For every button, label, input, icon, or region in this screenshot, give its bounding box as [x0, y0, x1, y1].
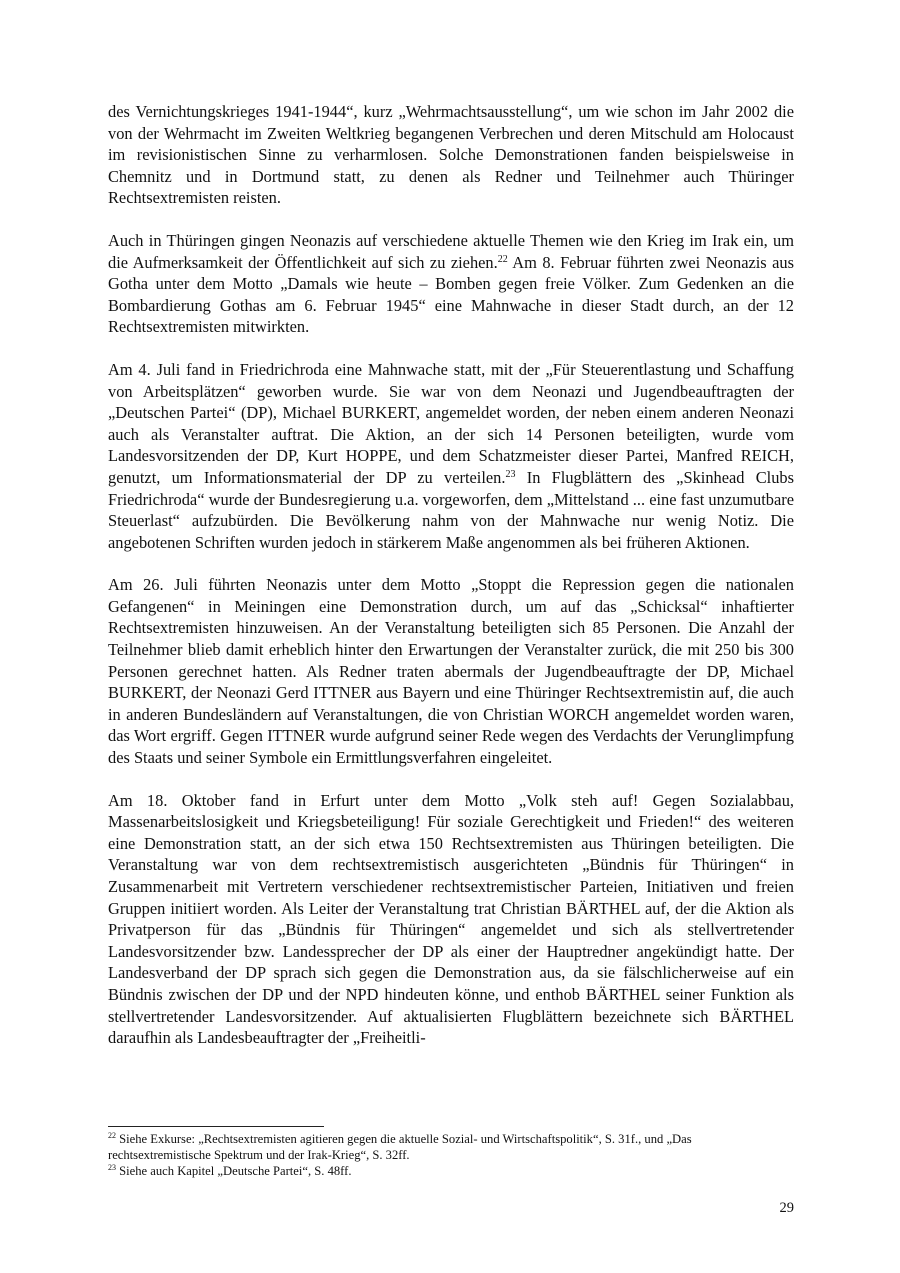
footnote-23 — [108, 1163, 794, 1179]
footnote-number: 22 — [108, 1131, 116, 1140]
footnote-number: 23 — [108, 1163, 116, 1173]
paragraph-3 — [108, 359, 794, 553]
body-text — [108, 101, 794, 1070]
footnote-separator — [108, 1126, 324, 1127]
paragraph-4 — [108, 574, 794, 768]
footnotes — [108, 1131, 794, 1180]
paragraph-text: In Flugblättern des „Skinhead Clubs Friedrichroda“ wurde der Bundesregierung u.a. vorgeworfen, dem „Mittelstand ... eine fast unzumutbare Steuerlast“ aufzubürden. Die Bevölkerung nahm von der Mahnwache nur wenig Notiz. Die angebotenen Schriften wurden jedoch in stärkerem Maße angenommen als bei früheren Aktionen. — [108, 467, 794, 552]
footnote-22 — [108, 1131, 794, 1163]
paragraph-text: Am 26. Juli führten Neonazis unter dem Motto „Stoppt die Repression gegen die nationalen Gefangenen“ in Meiningen eine Demonstration durch, um auf das „Schicksal“ inhaftierter Rechtsextremisten hinzuweisen. An der Veranstaltung beteiligten sich 85 Personen. Die Anzahl der Teilnehmer blieb damit erheblich hinter den Erwartungen der Veranstalter zurück, die mit 250 bis 300 Personen gerechnet hatten. Als Redner traten abermals der Jugendbeauftragte der DP, Michael BURKERT, der Neonazi Gerd ITTNER aus Bayern und eine Thüringer Rechtsextremistin auf, die auch in anderen Bundesländern auf Veranstaltungen, die von Christian WORCH angemeldet worden waren, das Wort ergriff. Gegen ITTNER wurde aufgrund seiner Rede wegen des Verdachts der Verunglimpfung des Staats und seiner Symbole ein Ermittlungsverfahren eingeleitet. — [108, 575, 794, 768]
paragraph-2 — [108, 230, 794, 338]
paragraph-text: Auch in Thüringen gingen Neonazis auf verschiedene aktuelle Themen wie den Krieg im Irak ein, um die Aufmerksamkeit der Öffentlichkeit auf sich zu ziehen. — [108, 230, 794, 272]
paragraph-text: Am 8. Februar führten zwei Neonazis aus Gotha unter dem Motto „Damals wie heute – Bomben gegen freie Völker. Zum Gedenken an die Bombardierung Gothas am 6. Februar 1945“ eine Mahnwache in dieser Stadt durch, an der 12 Rechtsextremisten mitwirkten. — [108, 252, 794, 337]
paragraph-1 — [108, 101, 794, 209]
paragraph-text: Am 4. Juli fand in Friedrichroda eine Mahnwache statt, mit der „Für Steuerentlastung und Schaffung von Arbeitsplätzen“ geworben wurde. Sie war von dem Neonazi und Jugendbeauftragten der „Deutschen Partei“ (DP), Michael BURKERT, angemeldet worden, der neben einem anderen Neonazi auch als Veranstalter auftrat. Die Aktion, an der sich 14 Personen beteiligten, wurde vom Landesvorsitzenden der DP, Kurt HOPPE, und dem Schatzmeister dieser Partei, Manfred REICH, genutzt, um Informationsmaterial der DP zu verteilen. — [108, 359, 794, 487]
paragraph-text: Am 18. Oktober fand in Erfurt unter dem Motto „Volk steh auf! Gegen Sozialabbau, Massenarbeitslosigkeit und Kriegsbeteiligung! Für soziale Gerechtigkeit und Frieden!“ des weiteren eine Demonstration statt, an der sich etwa 150 Rechtsextremisten aus Thüringen beteiligten. Die Veranstaltung war von dem rechtsextremistisch ausgerichteten „Bündnis für Thüringen“ in Zusammenarbeit mit Vertretern verschiedener rechtsextremistischer Parteien, Initiativen und freien Gruppen initiiert worden. Als Leiter der Veranstaltung trat Christian BÄRTHEL auf, der die Aktion als Privatperson für das „Bündnis für Thüringen“ angemeldet und sich als stellvertretender Landesvorsitzender bzw. Landessprecher der DP als einer der Hauptredner angekündigt hatte. Der Landesverband der DP sprach sich gegen die Demonstration aus, da sie fälschlicherweise auf ein Bündnis zwischen der DP und der NPD hindeuten könne, und enthob BÄRTHEL seiner Funktion als stellvertretender Landesvorsitzender. Auf aktualisierten Flugblättern bezeichnete sich BÄRTHEL daraufhin als Landesbeauftragter der „Freiheitli- — [108, 790, 794, 1048]
paragraph-5 — [108, 790, 794, 1049]
footnote-ref-23[interactable]: 23 — [505, 468, 516, 480]
footnote-text: Siehe Exkurse: „Rechtsextremisten agitieren gegen die aktuelle Sozial- und Wirtschaftspolitik“, S. 31f., und „Das rechtsextremistische Spektrum und der Irak-Krieg“, S. 32ff. — [108, 1132, 692, 1163]
footnote-ref-22[interactable]: 22 — [497, 253, 508, 265]
paragraph-text: des Vernichtungskrieges 1941-1944“, kurz „Wehrmachtsausstellung“, um wie schon im Jahr 2002 die von der Wehrmacht im Zweiten Weltkrieg begangenen Verbrechen und deren Mitschuld am Holocaust im revisionistischen Sinne zu verharmlosen. Solche Demonstrationen fanden beispielsweise in Chemnitz und in Dortmund statt, zu denen als Redner und Teilnehmer auch Thüringer Rechtsextremisten reisten. — [108, 102, 794, 208]
footnote-text: Siehe auch Kapitel „Deutsche Partei“, S. 48ff. — [116, 1164, 352, 1179]
page-number: 29 — [779, 1200, 794, 1216]
